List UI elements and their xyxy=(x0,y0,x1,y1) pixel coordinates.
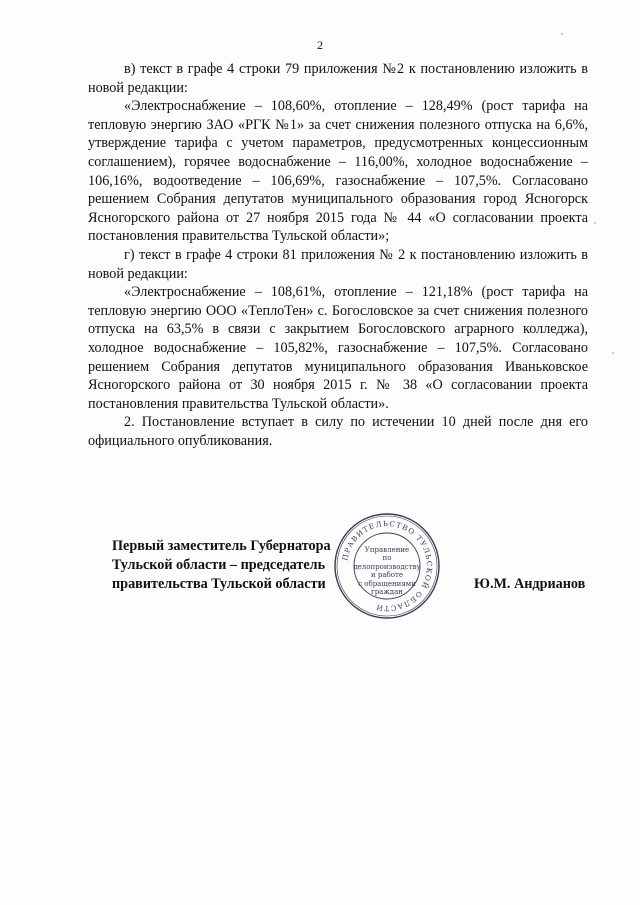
document-body xyxy=(88,60,588,450)
signature-block xyxy=(112,537,592,597)
signatory-title-line: правительства Тульской области xyxy=(112,576,326,592)
paragraph-g-header: г) текст в графе 4 строки 81 приложения № 2 к постановлению изложить в новой редакции: xyxy=(88,246,588,282)
signatory-title-line: Первый заместитель Губернатора xyxy=(112,538,331,554)
scan-speck xyxy=(612,352,614,354)
signatory-title-line: Тульской области – председатель xyxy=(112,557,326,573)
paragraph-g-content: «Электроснабжение – 108,61%, отопление – 121,18% (рост тарифа на тепловую энергию ООО «ТеплоТен» с. Богословское за счет снижения полезного отпуска на 63,5% в связи с закрытием Богословского аграрного колледжа), холодное водоснабжение – 105,82%, газоснабжение – 107,5%. Согласовано решением Собрания депутатов муниципального образования Иваньковское Ясногорского района от 30 ноября 2015 г. № 38 «О согласовании проекта постановления правительства Тульской области». xyxy=(88,284,588,412)
paragraph-effective-date: 2. Постановление вступает в силу по истечении 10 дней после дня его официального опубликования. xyxy=(88,414,588,449)
stamp-line: граждан xyxy=(371,588,403,597)
stamp-line: Управление xyxy=(364,546,410,554)
page-number: 2 xyxy=(317,38,323,52)
stamp-line: с обращениями xyxy=(358,579,416,588)
stamp-ring-text: ПРАВИТЕЛЬСТВО ТУЛЬСКОЙ ОБЛАСТИ xyxy=(340,518,435,614)
scan-speck xyxy=(561,33,563,35)
paragraph-v-header: в) текст в графе 4 строки 79 приложения №2 к постановлению изложить в новой редакции: xyxy=(88,61,588,96)
paragraph-v-content: «Электроснабжение – 108,60%, отопление – 128,49% (рост тарифа на тепловую энергию ЗАО «РГК №1» за счет снижения полезного отпуска на 6,6%, утверждение тарифа с учетом параметров, предусмотренных концессионным соглашением), горячее водоснабжение – 116,00%, холодное водоснабжение – 106,16%, водоотведение – 106,69%, газоснабжение – 107,5%. Согласовано решением Собрания депутатов муниципального образования город Ясногорск Ясногорского района от 27 ноября 2015 года № 44 «О согласовании проекта постановления правительства Тульской области»; xyxy=(88,98,588,245)
stamp-line: и работе xyxy=(371,571,403,580)
scan-speck xyxy=(594,222,596,224)
signatory-name: Ю.М. Андрианов xyxy=(474,576,586,592)
stamp-line: по делопроизводству xyxy=(353,554,421,571)
